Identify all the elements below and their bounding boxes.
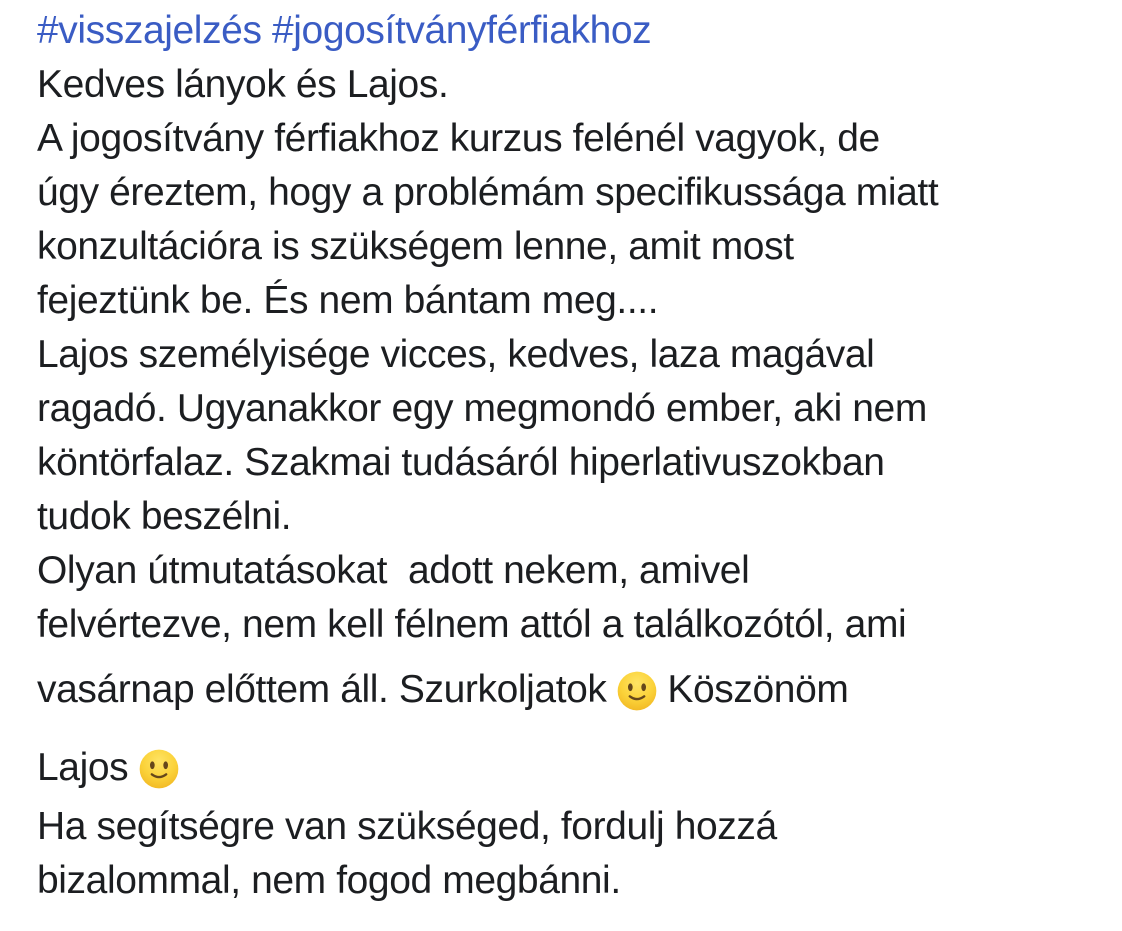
text-segment: tudok beszélni. <box>37 495 292 538</box>
hashtag-link[interactable]: #jogosítványférfiakhoz <box>272 9 652 52</box>
text-segment: vasárnap előttem áll. Szurkoljatok <box>37 668 617 711</box>
text-segment: Lajos <box>37 746 139 789</box>
text-segment: köntörfalaz. Szakmai tudásáról hiperlativuszokban <box>37 441 885 484</box>
text-segment <box>262 9 272 52</box>
emoji-right-eye <box>163 761 168 769</box>
post-body <box>37 4 1122 908</box>
text-segment: ragadó. Ugyanakkor egy megmondó ember, aki nem <box>37 387 927 430</box>
text-line <box>37 436 1122 490</box>
text-line <box>37 854 1122 908</box>
text-line <box>37 725 1122 800</box>
emoji-right-eye <box>641 683 646 691</box>
text-line <box>37 544 1122 598</box>
text-segment: konzultációra is szükségem lenne, amit most <box>37 225 794 268</box>
text-line <box>37 598 1122 652</box>
emoji-face <box>139 750 178 789</box>
text-line <box>37 800 1122 854</box>
text-line <box>37 274 1122 328</box>
post-text <box>37 4 1122 908</box>
text-segment: Olyan útmutatásokat adott nekem, amivel <box>37 549 750 592</box>
slightly-smiling-face-emoji <box>139 749 179 789</box>
text-line <box>37 328 1122 382</box>
hashtag-link[interactable]: #visszajelzés <box>37 9 262 52</box>
text-segment: Kedves lányok és Lajos. <box>37 63 449 106</box>
text-segment: A jogosítvány férfiakhoz kurzus felénél vagyok, de <box>37 117 880 160</box>
emoji-left-eye <box>150 761 155 769</box>
text-segment: Lajos személyisége vicces, kedves, laza magával <box>37 333 875 376</box>
text-line <box>37 166 1122 220</box>
text-segment: felvértezve, nem kell félnem attól a találkozótól, ami <box>37 603 907 646</box>
text-segment: Köszönöm <box>656 668 849 711</box>
text-segment: Ha segítségre van szükséged, fordulj hozzá <box>37 805 777 848</box>
text-line <box>37 112 1122 166</box>
text-segment: bizalommal, nem fogod megbánni. <box>37 859 621 902</box>
text-line <box>37 220 1122 274</box>
text-line <box>37 4 1122 58</box>
text-line <box>37 490 1122 544</box>
emoji-left-eye <box>628 683 633 691</box>
slightly-smiling-face-emoji <box>617 671 657 711</box>
text-segment: úgy éreztem, hogy a problémám specifikussága miatt <box>37 171 939 214</box>
emoji-face <box>618 672 657 711</box>
text-line <box>37 652 1122 725</box>
text-segment: fejeztünk be. És nem bántam meg.... <box>37 279 659 322</box>
text-line <box>37 382 1122 436</box>
text-line <box>37 58 1122 112</box>
